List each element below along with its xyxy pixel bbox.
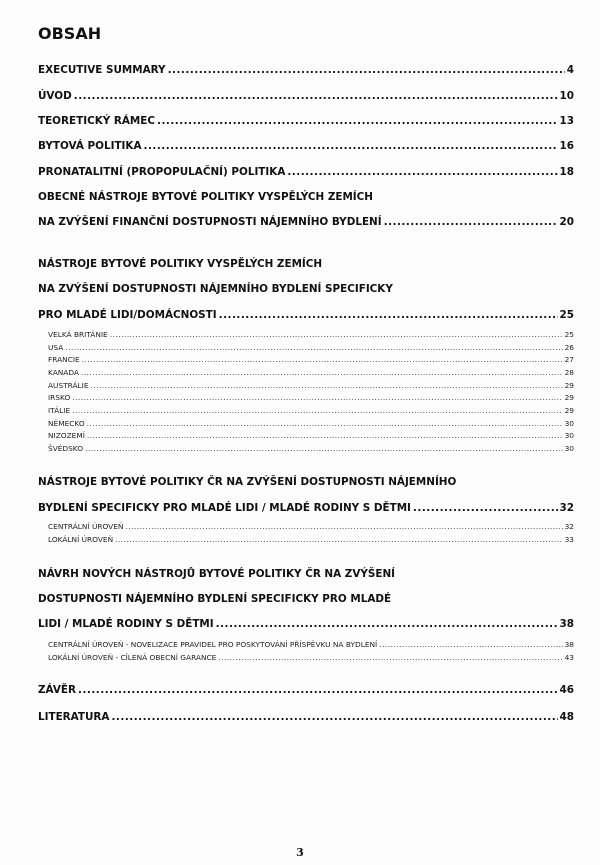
- toc-entry[interactable]: [48, 444, 574, 454]
- toc-entry[interactable]: [38, 115, 574, 129]
- toc-entry-title: NÁSTROJE BYTOVÉ POLITIKY ČR NA ZVÝŠENÍ DOSTUPNOSTI NÁJEMNÍHO: [38, 476, 457, 488]
- toc-entry-page: 27: [564, 355, 574, 364]
- dot-leader: [115, 535, 562, 544]
- toc-entry[interactable]: [38, 502, 574, 516]
- toc-entry-title: BYDLENÍ SPECIFICKY PRO MLADÉ LIDI / MLADÉ RODINY S DĚTMI: [38, 502, 411, 514]
- toc-entry-page: 38: [564, 640, 574, 649]
- dot-leader: [287, 166, 557, 178]
- toc-entry-title: ITÁLIE: [48, 406, 71, 415]
- toc-entry[interactable]: [48, 535, 574, 545]
- dot-leader: [125, 522, 562, 531]
- toc-entry[interactable]: [38, 64, 574, 78]
- toc-entry-page: 30: [564, 444, 574, 453]
- toc-entry[interactable]: [48, 406, 574, 416]
- toc-entry-title: DOSTUPNOSTI NÁJEMNÍHO BYDLENÍ SPECIFICKY PRO MLADÉ: [38, 593, 392, 605]
- toc-entry-page: 18: [559, 166, 574, 178]
- dot-leader: [82, 355, 563, 364]
- toc-entry[interactable]: [48, 355, 574, 365]
- dot-leader: [87, 431, 563, 440]
- toc-entry-page: 25: [559, 309, 574, 321]
- toc-entry-title: OBECNÉ NÁSTROJE BYTOVÉ POLITIKY VYSPĚLÝCH ZEMÍCH: [38, 191, 373, 203]
- page-number: 3: [296, 846, 304, 859]
- toc-entry-title: ŠVÉDSKO: [48, 444, 84, 453]
- dot-leader: [110, 330, 563, 339]
- toc-entry-title: VELKÁ BRITÁNIE: [48, 330, 108, 339]
- toc-entry-page: 13: [559, 115, 574, 127]
- toc-entry-page: 4: [566, 64, 574, 76]
- dot-leader: [72, 393, 562, 402]
- dot-leader: [144, 140, 558, 152]
- toc-entry-title: USA: [48, 343, 64, 352]
- dot-leader: [87, 419, 563, 428]
- toc-entry[interactable]: [48, 381, 574, 391]
- toc-entry-page: 10: [559, 90, 574, 102]
- toc-entry-title: NÁSTROJE BYTOVÉ POLITIKY VYSPĚLÝCH ZEMÍCH: [38, 258, 323, 270]
- toc-entry[interactable]: [38, 711, 574, 725]
- dot-leader: [72, 406, 562, 415]
- dot-leader: [219, 309, 558, 321]
- toc-entry[interactable]: [38, 216, 574, 230]
- toc-entry-title: LIDI / MLADÉ RODINY S DĚTMI: [38, 618, 214, 630]
- toc-entry[interactable]: [38, 140, 574, 154]
- dot-leader: [85, 444, 563, 453]
- toc-title: OBSAH: [38, 24, 102, 43]
- toc-entry-title: NIZOZEMÍ: [48, 431, 85, 440]
- toc-entry[interactable]: [38, 684, 574, 698]
- toc-entry[interactable]: [48, 343, 574, 353]
- toc-entry-title: ZÁVĚR: [38, 684, 77, 696]
- toc-entry-title: IRSKO: [48, 393, 71, 402]
- dot-leader: [111, 711, 557, 723]
- toc-entry-title: NÁVRH NOVÝCH NÁSTROJŮ BYTOVÉ POLITIKY ČR NA ZVÝŠENÍ: [38, 568, 396, 580]
- toc-entry-title: LITERATURA: [38, 711, 110, 723]
- dot-leader: [74, 90, 558, 102]
- toc-entry-page: 38: [559, 618, 574, 630]
- toc-entry-title: PRONATALITNÍ (PROPOPULAČNÍ) POLITIKA: [38, 166, 286, 178]
- toc-entry-title: TEORETICKÝ RÁMEC: [38, 115, 155, 127]
- dot-leader: [218, 653, 562, 662]
- toc-entry-page: 30: [564, 431, 574, 440]
- toc-entry-page: 29: [564, 381, 574, 390]
- toc-entry-page: 46: [559, 684, 574, 696]
- toc-entry-title: ÚVOD: [38, 90, 72, 102]
- toc-entry-page: 25: [564, 330, 574, 339]
- toc-entry-title: CENTRÁLNÍ ÚROVEŇ: [48, 522, 124, 531]
- toc-entry-page: 30: [564, 419, 574, 428]
- dot-leader: [379, 640, 562, 649]
- toc-entry-title: NA ZVÝŠENÍ FINANČNÍ DOSTUPNOSTI NÁJEMNÍHO BYDLENÍ: [38, 216, 382, 228]
- toc-entry-page: 16: [559, 140, 574, 152]
- toc-entry[interactable]: [38, 568, 574, 582]
- dot-leader: [91, 381, 563, 390]
- toc-entry-title: KANADA: [48, 368, 79, 377]
- toc-entry-title: PRO MLADÉ LIDI/DOMÁCNOSTI: [38, 309, 217, 321]
- toc-entry[interactable]: [38, 476, 574, 490]
- dot-leader: [384, 216, 558, 228]
- toc-entry[interactable]: [38, 309, 574, 323]
- toc-entry-page: 43: [564, 653, 574, 662]
- toc-entry-title: FRANCIE: [48, 355, 80, 364]
- toc-entry-title: LOKÁLNÍ ÚROVEŇ: [48, 535, 114, 544]
- toc-entry-title: BYTOVÁ POLITIKA: [38, 140, 142, 152]
- toc-entry[interactable]: [38, 191, 574, 205]
- toc-entry-page: 28: [564, 368, 574, 377]
- toc-entry-title: LOKÁLNÍ ÚROVEŇ - CÍLENÁ OBECNÍ GARANCE: [48, 653, 217, 662]
- dot-leader: [157, 115, 558, 127]
- toc-entry[interactable]: [48, 368, 574, 378]
- toc-entry[interactable]: [38, 258, 574, 272]
- toc-entry[interactable]: [48, 393, 574, 403]
- dot-leader: [413, 502, 558, 514]
- toc-entry-page: 32: [559, 502, 574, 514]
- toc-entry[interactable]: [38, 593, 574, 607]
- toc-entry-page: 33: [564, 535, 574, 544]
- toc-entry-page: 29: [564, 406, 574, 415]
- dot-leader: [81, 368, 563, 377]
- toc-entry-page: 26: [564, 343, 574, 352]
- toc-entry[interactable]: [48, 522, 574, 532]
- toc-entry-page: 29: [564, 393, 574, 402]
- toc-entry[interactable]: [38, 283, 574, 297]
- toc-entry[interactable]: [38, 618, 574, 632]
- toc-entry[interactable]: [38, 90, 574, 104]
- toc-entry[interactable]: [48, 640, 574, 650]
- toc-entry[interactable]: [48, 419, 574, 429]
- dot-leader: [168, 64, 565, 76]
- toc-entry-page: 20: [559, 216, 574, 228]
- toc-entry-title: AUSTRÁLIE: [48, 381, 89, 390]
- toc-entry-page: 48: [559, 711, 574, 723]
- toc-entry[interactable]: [38, 166, 574, 180]
- toc-entry-title: EXECUTIVE SUMMARY: [38, 64, 166, 76]
- toc-entry[interactable]: [48, 653, 574, 663]
- toc-entry-title: CENTRÁLNÍ ÚROVEŇ - NOVELIZACE PRAVIDEL PRO POSKYTOVÁNÍ PŘÍSPĚVKU NA BYDLENÍ: [48, 640, 378, 649]
- toc-entry-title: NĚMECKO: [48, 419, 85, 428]
- toc-entry-title: NA ZVÝŠENÍ DOSTUPNOSTI NÁJEMNÍHO BYDLENÍ SPECIFICKY: [38, 283, 393, 295]
- toc-entry-page: 32: [564, 522, 574, 531]
- toc-entry[interactable]: [48, 431, 574, 441]
- toc-entry[interactable]: [48, 330, 574, 340]
- dot-leader: [216, 618, 558, 630]
- dot-leader: [78, 684, 558, 696]
- dot-leader: [65, 343, 562, 352]
